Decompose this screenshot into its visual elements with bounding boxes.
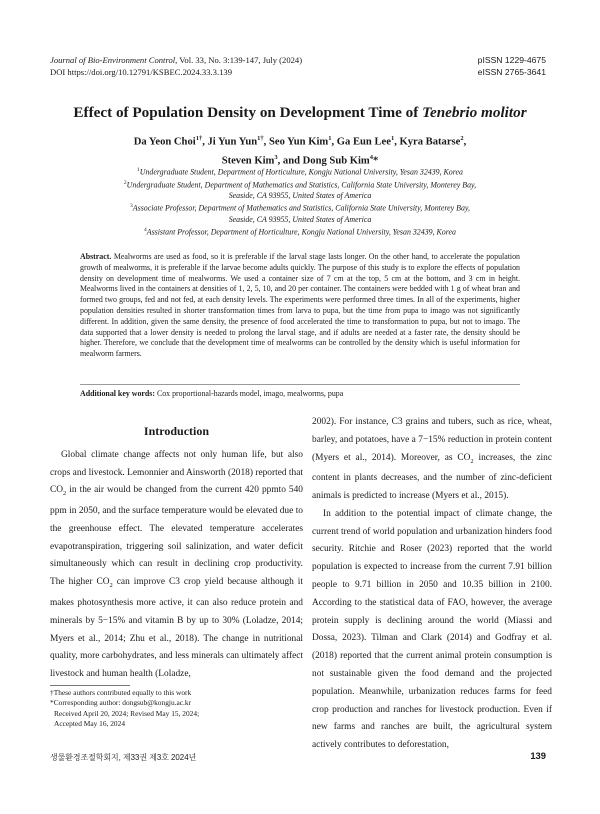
author-affil-mark: 1† [257, 135, 264, 142]
affiliation-text: Undergraduate Student, Department of Mathematics and Statistics, California State University, Monterey Bay, [126, 180, 477, 190]
affiliation-text: Assistant Professor, Department of Horticulture, Kongju National University, Yesan 32439, Korea [146, 227, 456, 237]
journal-citation [50, 55, 302, 67]
right-column [312, 414, 552, 755]
accepted-date: Accepted May 16, 2024 [54, 719, 126, 729]
issn-block [478, 55, 546, 78]
author-affil-mark: 1 [328, 135, 332, 142]
article-title [40, 104, 560, 122]
eissn: eISSN 2765-3641 [477, 66, 546, 77]
affiliation-mark: 2 [123, 179, 127, 186]
footnote-divider [50, 685, 130, 686]
abstract [80, 252, 520, 360]
journal-name: Journal of Bio-Environment Control [50, 55, 176, 65]
page-number: 139 [530, 750, 546, 761]
author-name: Ji Yun Yun [207, 136, 258, 148]
affiliation-line [80, 225, 520, 238]
volume-issue: , Vol. 33, No. 3:139-147, July (2024) [175, 55, 303, 65]
author-separator: , [263, 136, 269, 148]
intro-paragraph-1 [50, 447, 303, 684]
author-affil-mark: 1 [390, 135, 395, 142]
paragraph-text: can improve C3 crop yield because although it makes photosynthesis more active, it can also reduce protein and minerals by 5−15% and vitamin B by up to 30% (Loladze, 2014; Myers et al., 2014; Zhu et al., 2018). The change in nutritional quality, more carbohydrates, and less minerals can ultimately affect livestock and human health (Loladze, [50, 577, 303, 680]
affiliation-mark: 4 [144, 226, 147, 233]
author-separator: , [202, 136, 208, 148]
paragraph-text: Global climate change affects not only human life, but also crops and livestock. Lemonnier and Ainsworth (2018) reported that CO [50, 449, 303, 496]
title-main: Effect of Population Density on Development Time of [73, 104, 423, 121]
intro-paragraph-2 [312, 414, 552, 506]
affiliation-text: Seaside, CA 93955, United States of America [228, 214, 372, 224]
author-name: Kyra Batarse [399, 136, 461, 148]
author-name: Dong Sub Kim [302, 155, 370, 167]
affiliation-mark: 3 [130, 203, 133, 210]
author-separator: , [394, 136, 400, 148]
author-affil-mark: 3 [274, 153, 278, 161]
paragraph-text: in the air would be changed from the current 420 ppmto 540 ppm in 2050, and the surface temperature would be elevated due to the greenhouse effect. The elevated temperature accelerates evapotranspiration, triggering soil salinization, and water deficit simultaneously which can result in declining crop productivity. The higher CO [50, 485, 303, 588]
subscript: 2 [63, 490, 67, 498]
left-column [50, 423, 303, 684]
author-line-1 [60, 131, 540, 150]
affiliation-line [80, 165, 520, 178]
author-separator: , [463, 136, 467, 148]
affiliation-line [80, 178, 520, 191]
keywords-text: Cox proportional-hazards model, imago, mealworms, pupa [154, 389, 344, 398]
affiliation-text: Undergraduate Student, Department of Horticulture, Kongju National University, Yesan 32439, Korea [139, 167, 463, 177]
footnotes [50, 688, 199, 730]
section-heading-introduction: Introduction [143, 424, 210, 438]
intro-paragraph-3 [312, 506, 552, 755]
key-words [80, 389, 520, 398]
author-separator: * [373, 155, 379, 167]
affiliations [80, 165, 520, 238]
footer-journal: 생물환경조절학회지, 제33권 제3호 2024년 [50, 753, 197, 762]
doi-link[interactable]: DOI https://doi.org/10.12791/KSBEC.2024.33.3.139 [50, 66, 232, 77]
affiliation-text: Seaside, CA 93955, United States of America [228, 191, 372, 201]
journal-header [50, 55, 302, 78]
corresponding-author-note: *Corresponding author: dongsub@kongju.ac.kr [50, 698, 192, 708]
paragraph-text: 2002). For instance, C3 grains and tubers, such as rice, wheat, barley, and potatoes, have a 7−15% reduction in protein content (Myers et al., 2014). Moreover, as CO [312, 417, 552, 463]
author-name: Steven Kim [221, 155, 275, 167]
author-affil-mark: 2 [460, 135, 464, 142]
author-name: Ga Eun Lee [336, 136, 391, 148]
abstract-divider [80, 384, 520, 385]
author-list [60, 131, 540, 168]
author-affil-mark: 4 [369, 153, 374, 161]
equal-contribution-note: †These authors contributed equally to this work [50, 688, 192, 697]
subscript: 2 [109, 582, 113, 590]
affiliation-text: Associate Professor, Department of Mathematics and Statistics, California State University, Monterey Bay, [132, 203, 470, 213]
abstract-text: Mealworms are used as food, so it is preferable if the larval stage lasts longer. On the other hand, to accelerate the population growth of mealworms, it is preferable if the larvae become adults quickly. The purpose of this study is to explore the effects of population density on development time of mealworms. We used a container size of 7 cm at the top, 5 cm at the bottom, and 3 cm in height. Mealworms lived in the containers at densities of 1, 2, 5, 10, and 20 per container. The containers were bedded with 1 g of wheat bran and formed two groups, fed and not fed, at each density levels. The experiments were performed three times. In all of the experiments, higher population densities resulted in shorter transformation times from larva to pupa, but the time from pupa to imago was not significantly different. In addition, given the same density, the presence of food accelerated the time to transformation to pupa, but not to imago. The data supported that a lower density is needed to prolong the larval stage, and if adults are needed at a faster rate, the density should be higher. Therefore, we conclude that the development time of mealworms can be controlled by the density which is useful information for mealworm farmers. [80, 252, 520, 359]
affiliation-line [80, 190, 520, 201]
title-species: Tenebrio molitor [422, 104, 527, 121]
affiliation-mark: 1 [137, 167, 140, 173]
keywords-label: Additional key words: [80, 389, 155, 398]
author-separator: , [331, 136, 337, 148]
paragraph-text: In addition to the potential impact of climate change, the current trend of world population and urbanization hinders food security. Ritchie and Roser (2023) reported that the world population is expected to increase from the current 7.91 billion people to 9.71 billion in 2050 and 10.35 billion in 2100. According to the statistical data of FAO, however, the average protein supply is declining around the world (Miassi and Dossa, 2023). Tilman and Clark (2014) and Godfray et al. (2018) reported that the current animal protein consumption is not sustainable given the food demand and the projected population. Meanwhile, urbanization reduces farms for feed crop production and ranches for livestock production. Even if new farms and ranches are built, the agricultural system actively contributes to deforestation, [312, 508, 552, 751]
author-name: Seo Yun Kim [268, 136, 329, 148]
received-dates: Received April 20, 2024; Revised May 15, 2024; [54, 708, 200, 718]
author-name: Da Yeon Choi [133, 136, 196, 148]
abstract-label: Abstract. [80, 252, 112, 261]
pissn: pISSN 1229-4675 [477, 55, 546, 65]
affiliation-line [80, 214, 520, 225]
author-separator: , and [277, 155, 303, 167]
author-affil-mark: 1† [195, 135, 203, 142]
affiliation-line [80, 201, 520, 214]
paragraph-text: increases, the zinc content in plants decreases, and the number of zinc-deficient animals is predicted to increase (Myers et al., 2015). [312, 452, 552, 502]
subscript: 2 [470, 457, 474, 465]
